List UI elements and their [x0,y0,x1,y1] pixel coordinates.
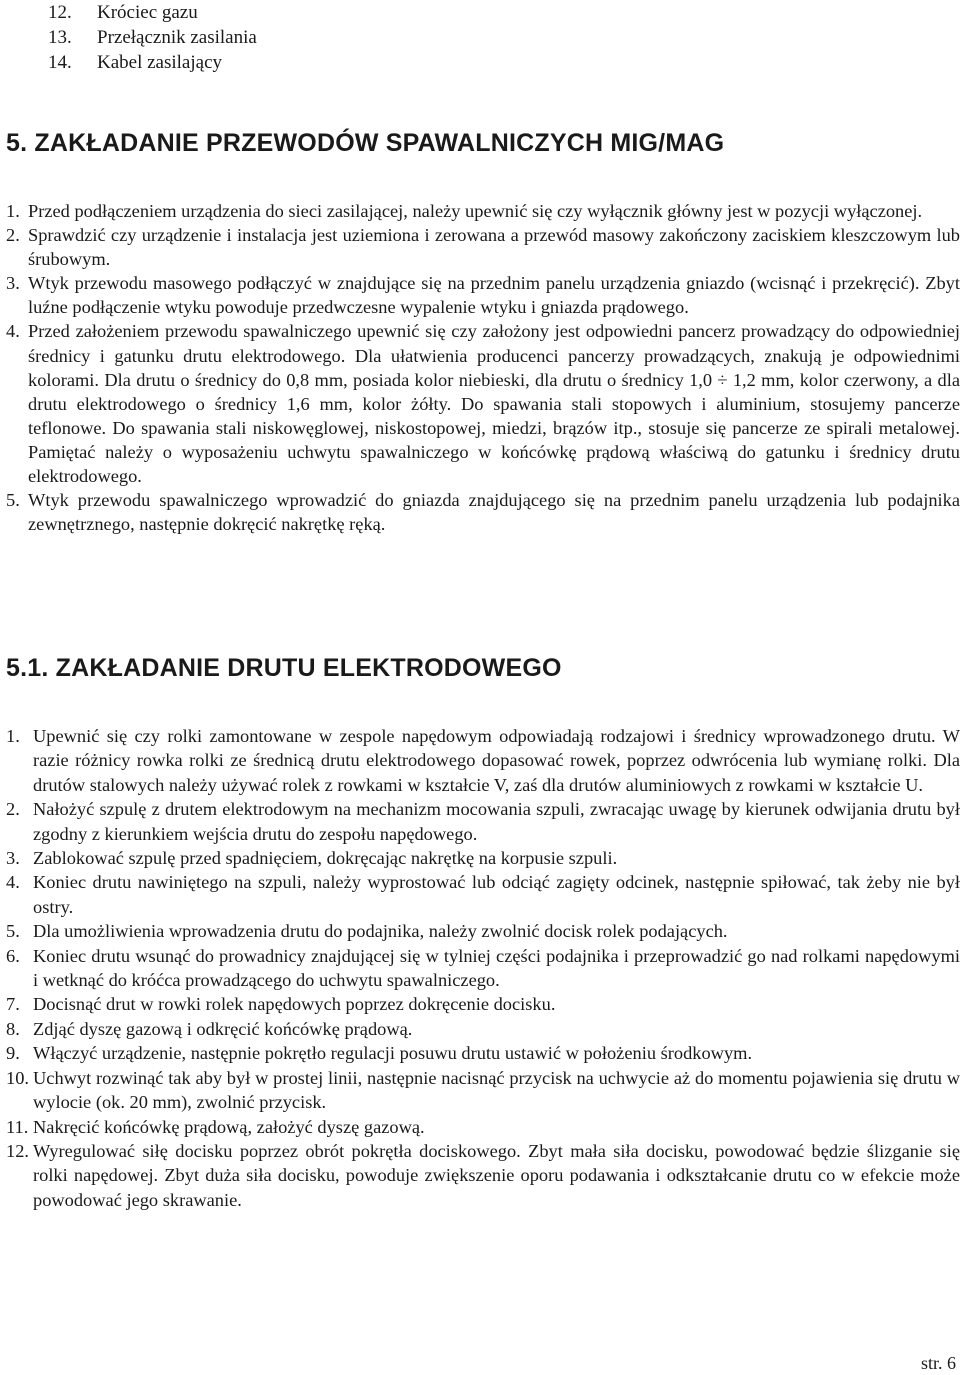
list-item [6,1017,960,1041]
list-item [6,919,960,943]
list-item [6,1115,960,1139]
list-text: Sprawdzić czy urządzenie i instalacja jest uziemiona i zerowana a przewód masowy zakończony zaciskiem kleszczowym lub śrubowym. [28,225,960,270]
list-text: Wtyk przewodu masowego podłączyć w znajdujące się na przednim panelu urządzenia gniazdo (wcisnąć i przekręcić). Zbyt luźne podłączenie wtyku powoduje przedwczesne wypalenie wtyku i gniazda prądowego. [28,273,960,318]
list-item [48,0,748,25]
list-number: 1. [6,726,20,746]
list-text: Przed podłączeniem urządzenia do sieci zasilającej, należy upewnić się czy wyłącznik główny jest w pozycji wyłączonej. [28,201,923,221]
list-item [6,271,960,319]
list-item [6,797,960,846]
list-text: Docisnąć drut w rowki rolek napędowych poprzez dokręcenie docisku. [33,994,556,1015]
list-item [6,319,960,488]
list-text: Przed założeniem przewodu spawalniczego upewnić się czy założony jest odpowiedni pancerz prowadzący do odpowiedniej średnicy i gatunku drutu elektrodowego. Dla ułatwienia producenci pancerzy prowadzących, znakują je odpowiednimi kolorami. Dla drutu o średnicy do 0,8 mm, posiada kolor niebieski, dla drutu o średnicy 1,0 ÷ 1,2 mm, kolor czerwony, a dla drutu elektrodowego o średnicy 1,6 mm, kolor żółty. Do spawania stali stopowych i aluminium, stosujemy pancerze teflonowe. Do spawania stali niskowęglowej, niskostopowej, miedzi, brązów itp., stosuje się pancerze ze spirali metalowej. Pamiętać należy o wyposażeniu uchwytu spawalniczego w końcówkę prądową właściwą do gatunku i średnicy drutu elektrodowego. [28,321,960,487]
list-number: 11. [6,1116,29,1137]
list-text: Koniec drutu wsunąć do prowadnicy znajdującej się w tylniej części podajnika i przeprowadzić go nad rolkami napędowymi i wetknąć do króćca prowadzącego do uchwytu spawalniczego. [33,945,960,991]
list-number: 8. [6,1018,20,1039]
list-item [6,870,960,919]
list-text: Uchwyt rozwinąć tak aby był w prostej linii, następnie nacisnąć przycisk na uchwycie aż do momentu pojawienia się drutu w wylocie (ok. 20 mm), zwolnić przycisk. [33,1067,960,1113]
list-item [6,199,960,223]
list-text: Nałożyć szpulę z drutem elektrodowym na mechanizm mocowania szpuli, zwracając uwagę by kierunek odwijania drutu był zgodny z kierunkiem wejścia drutu do zespołu napędowego. [33,799,960,844]
list-text: Koniec drutu nawiniętego na szpuli, należy wyprostować lub odciąć zagięty odcinek, następnie spiłować, tak żeby nie był ostry. [33,872,960,917]
list-item [6,724,960,797]
list-text: Przełącznik zasilania [97,27,257,48]
list-number: 12. [48,2,72,23]
parts-list [48,0,748,75]
list-number: 9. [6,1043,20,1064]
list-number: 2. [6,799,20,820]
list-text: Wtyk przewodu spawalniczego wprowadzić do gniazda znajdującego się na przednim panelu urządzenia lub podajnika zewnętrznego, następnie dokręcić nakrętkę ręką. [28,490,960,535]
section-5-1-list [6,724,960,1212]
list-item [6,223,960,271]
list-text: Króciec gazu [97,2,198,23]
list-item [6,944,960,993]
list-item [48,25,748,50]
list-item [6,846,960,870]
list-number: 12. [6,1140,29,1161]
list-number: 3. [6,848,20,869]
list-item [48,50,748,75]
list-text: Włączyć urządzenie, następnie pokrętło regulacji posuwu drutu ustawić w położeniu środkowym. [33,1043,753,1064]
list-number: 7. [6,994,20,1015]
list-number: 3. [6,273,20,294]
list-number: 14. [48,52,72,73]
list-number: 13. [48,27,72,48]
list-text: Wyregulować siłę docisku poprzez obrót pokrętła dociskowego. Zbyt mała siła docisku, powodować będzie ślizganie się rolki napędowej. Zbyt duża siła docisku, powoduje zwiększenie oporu podawania i odkształcanie drutu co w efekcie może powodować jego skrawanie. [33,1140,960,1210]
list-text: Zdjąć dyszę gazową i odkręcić końcówkę prądową. [33,1018,413,1039]
list-item [6,1041,960,1065]
list-text: Dla umożliwienia wprowadzenia drutu do podajnika, należy zwolnić docisk rolek podających. [33,921,728,942]
list-number: 4. [6,321,20,342]
page-number: str. 6 [920,1353,956,1373]
section-5-1-heading: 5.1. ZAKŁADANIE DRUTU ELEKTRODOWEGO [6,654,562,682]
list-item [6,992,960,1016]
list-text: Upewnić się czy rolki zamontowane w zespole napędowym odpowiadają rodzajowi i średnicy wprowadzonego drutu. W razie różnicy rowka rolki ze średnicą drutu elektrodowego dopasować rowek, poprzez odwrócenia lub wymianę rolki. Dla drutów stalowych należy używać rolek z rowkami w kształcie V, zaś dla drutów aluminiowych z rowkami w kształcie U. [33,726,960,795]
list-text: Kabel zasilający [97,52,223,73]
list-number: 6. [6,945,20,966]
list-item [6,1139,960,1212]
list-number: 1. [6,201,20,221]
list-text: Zablokować szpulę przed spadnięciem, dokręcając nakrętkę na korpusie szpuli. [33,848,618,869]
list-item [6,488,960,536]
list-number: 5. [6,490,20,511]
section-5-list [6,199,960,536]
list-number: 4. [6,872,20,893]
list-text: Nakręcić końcówkę prądową, założyć dyszę gazową. [33,1116,425,1137]
list-number: 5. [6,921,20,942]
list-number: 10. [6,1067,29,1088]
list-item [6,1066,960,1115]
list-number: 2. [6,225,20,246]
section-5-heading: 5. ZAKŁADANIE PRZEWODÓW SPAWALNICZYCH MIG/MAG [6,129,725,157]
